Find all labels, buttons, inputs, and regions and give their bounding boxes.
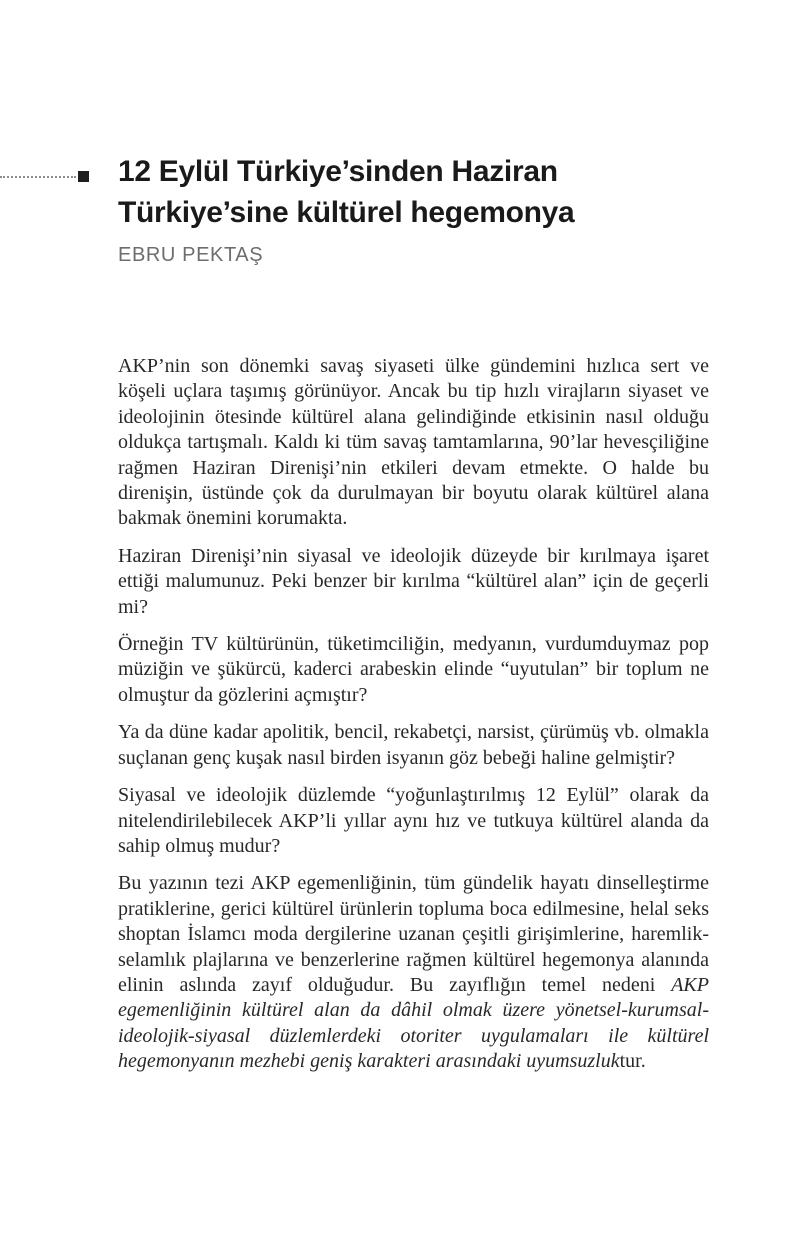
paragraph-text: Bu yazının tezi AKP egemenliğinin, tüm gündelik hayatı dinselleştirme pratiklerine, gerici kültürel ürünlerin topluma boca edilmesine, helal seks shoptan İslamcı moda dergilerine uzanan çeşitli girişimlerine, haremlik-selamlık plajlarına ve benzerlerine rağmen kültürel hegemonya alanında elinin aslında zayıf olduğudur. Bu zayıflığın temel nedeni [118, 872, 709, 996]
chapter-marker-square-icon [78, 171, 89, 182]
paragraph-text: Siyasal ve ideolojik düzlemde “yoğunlaştırılmış 12 Eylül” olarak da nitelendirilebilecek AKP’li yıllar aynı hız ve tutkuya kültürel alanda da sahip olmuş mudur? [118, 784, 709, 857]
paragraph-text: tur. [619, 1050, 646, 1073]
body-paragraph [118, 632, 709, 708]
author-name: EBRU PEKTAŞ [118, 244, 264, 266]
paragraph-text: Haziran Direnişi’nin siyasal ve ideolojik düzeyde bir kırılmaya işaret ettiği malumunuz. Peki benzer bir kırılma “kültürel alan” için de geçerli mi? [118, 544, 709, 618]
body-paragraph [118, 871, 709, 1074]
body-paragraph [118, 544, 709, 620]
body-paragraph [118, 354, 709, 532]
paragraph-text: Ya da düne kadar apolitik, bencil, rekabetçi, narsist, çürümüş vb. olmakla suçlanan genç kuşak nasıl birden isyanın göz bebeği haline gelmiştir? [118, 721, 709, 769]
body-paragraph [118, 720, 709, 771]
emphasized-text: AKP egemenliğinin kültürel alan da dâhil olmak üzere yönetsel-kurumsal-ideolojik-siyasal düzlemlerdeki otoriter uygulamaları ile kültürel hegemonyanın mezhebi geniş karakteri arasındaki uyumsuzluk [118, 973, 709, 1073]
paragraph-text: Örneğin TV kültürünün, tüketimciliğin, medyanın, vurdumduymaz pop müziğin ve şükürcü, kaderci arabeskin elinde “uyutulan” bir toplum ne olmuştur da gözlerini açmıştır? [118, 633, 709, 706]
chapter-header [118, 151, 718, 267]
paragraph-text: AKP’nin son dönemki savaş siyaseti ülke gündemini hızlıca sert ve köşeli uçlara taşımış görünüyor. Ancak bu tip hızlı virajların siyaset ve ideolojinin ötesinde kültürel alana gelindiğinde etkisinin nasıl olduğu oldukça tartışmalı. Kaldı ki tüm savaş tamtamlarına, 90’lar hevesçiliğine rağmen Haziran Direnişi’nin etkileri devam etmekte. O halde bu direnişin, üstünde çok da durulmayan bir boyutu olarak kültürel alana bakmak önemini korumakta. [118, 355, 709, 530]
chapter-marker-dotted-line [0, 176, 76, 178]
chapter-title: 12 Eylül Türkiye’sinden Haziran Türkiye’sine kültürel hegemonya [118, 155, 575, 229]
body-paragraph [118, 783, 709, 859]
article-body [118, 354, 709, 1087]
